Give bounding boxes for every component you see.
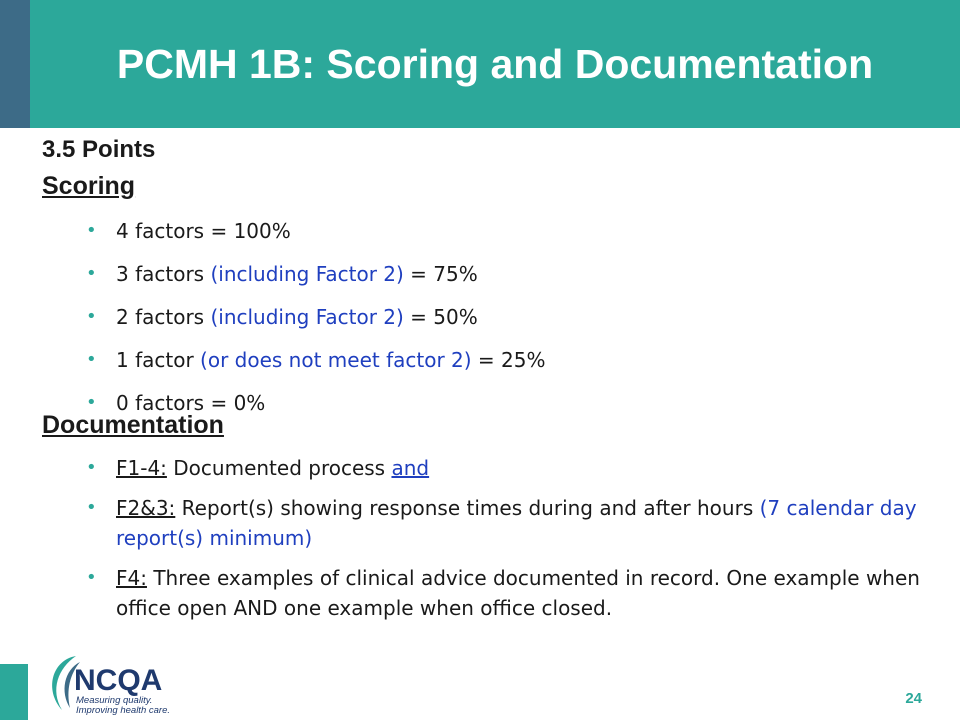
scoring-item	[86, 305, 926, 329]
scoring-item-text: 0 factors = 0%	[116, 391, 266, 415]
scoring-item-condition: (or does not meet factor 2)	[200, 348, 472, 372]
footer-left-accent	[0, 664, 28, 720]
logo-tagline-2: Improving health care.	[76, 705, 170, 716]
factor-label: F2&3:	[116, 496, 176, 520]
scoring-item-text: 3 factors	[116, 262, 211, 286]
scoring-item-text: 4 factors = 100%	[116, 219, 291, 243]
slide-title: PCMH 1B: Scoring and Documentation	[116, 41, 874, 87]
documentation-item-note: (7 calendar day report(s) minimum)	[116, 496, 917, 550]
scoring-item-condition: (including Factor 2)	[210, 262, 404, 286]
scoring-list	[86, 219, 926, 434]
and-link[interactable]: and	[391, 456, 430, 480]
page-number: 24	[905, 690, 922, 707]
documentation-item	[86, 563, 926, 623]
scoring-item-text: 2 factors	[116, 305, 211, 329]
documentation-item-text: Three examples of clinical advice documented in record. One example when office open AND one example when office closed.	[116, 566, 920, 620]
scoring-item-percent: = 25%	[471, 348, 546, 372]
documentation-item-text: Report(s) showing response times during and after hours	[175, 496, 760, 520]
scoring-item-text: 1 factor	[116, 348, 201, 372]
ncqa-logo	[40, 650, 180, 716]
factor-label: F1-4:	[116, 456, 167, 480]
logo-tagline-1: Measuring quality.	[76, 695, 153, 706]
scoring-item	[86, 262, 926, 286]
documentation-item	[86, 493, 926, 553]
scoring-item	[86, 219, 926, 243]
header-left-accent	[0, 0, 30, 128]
scoring-heading: Scoring	[42, 172, 136, 200]
documentation-item-text: Documented process	[166, 456, 392, 480]
factor-label: F4:	[116, 566, 147, 590]
documentation-item	[86, 453, 926, 483]
documentation-heading: Documentation	[42, 411, 224, 439]
scoring-item-percent: = 50%	[403, 305, 478, 329]
logo-wordmark: NCQA	[74, 664, 163, 697]
scoring-item	[86, 348, 926, 372]
documentation-list	[86, 453, 926, 633]
points-value: 3.5 Points	[42, 136, 156, 163]
logo-swoosh-icon	[52, 656, 76, 710]
scoring-item-condition: (including Factor 2)	[210, 305, 404, 329]
scoring-item-percent: = 75%	[403, 262, 478, 286]
